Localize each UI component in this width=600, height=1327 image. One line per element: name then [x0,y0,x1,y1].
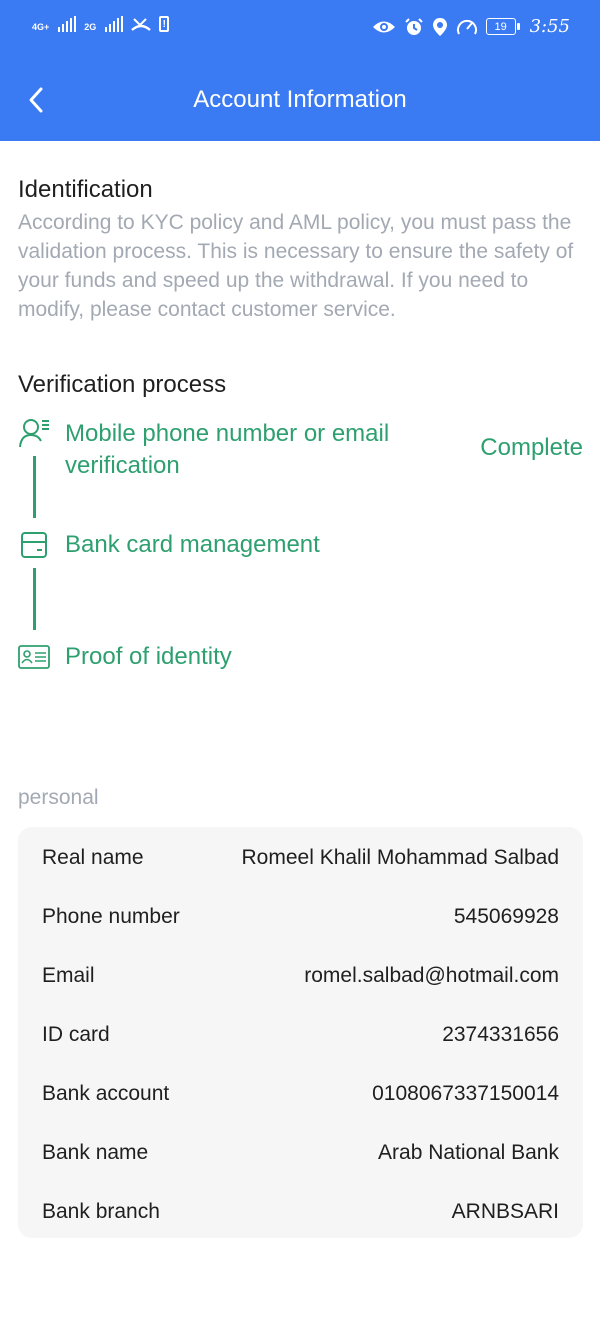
step-connector [33,456,36,518]
status-badge-complete: Complete [480,434,583,461]
location-icon [432,17,448,37]
step-connector [33,568,36,630]
step-phone-email[interactable] [18,417,390,479]
signal-icon [105,16,123,32]
info-value: Arab National Bank [378,1141,559,1164]
identification-description: According to KYC policy and AML policy, you must pass the validation process. This is necessary to ensure the safety of your funds and speed up the withdrawal. If you need to modify, please contact customer service. [18,211,574,321]
info-row-real-name [42,843,559,873]
personal-info-card [18,827,583,1238]
info-key: ID card [42,1023,110,1046]
missed-call-icon [131,16,151,32]
info-key: Phone number [42,905,180,928]
status-left [32,16,169,32]
data-saver-icon [456,17,478,37]
info-value: ARNBSARI [451,1200,559,1223]
alarm-icon [404,17,424,37]
info-value: 2374331656 [442,1023,559,1046]
page-title: Account Information [193,86,407,113]
verification-title: Verification process [18,371,227,398]
signal-icon [58,16,76,32]
card-icon [18,529,50,561]
info-row-email [42,961,559,991]
app-header [0,0,600,141]
step-bank-card[interactable] [18,529,320,561]
info-row-bank-name [42,1138,559,1168]
info-value: 0108067337150014 [372,1082,559,1105]
step-label-bank-card: Bank card management [65,531,320,558]
info-row-bank-branch [42,1197,559,1227]
battery-alert-icon: ! [159,16,169,32]
status-time: 3:55 [529,16,570,37]
step-label-proof-identity: Proof of identity [65,643,232,670]
info-row-bank-account [42,1079,559,1109]
info-key: Bank account [42,1082,170,1105]
step-proof-identity[interactable] [18,641,232,673]
info-key: Email [42,964,95,987]
user-list-icon [18,417,50,449]
identification-title: Identification [18,176,153,203]
info-row-phone [42,902,559,932]
personal-section-label: personal [18,786,99,809]
info-value: Romeel Khalil Mohammad Salbad [241,846,559,869]
status-bar [0,0,600,60]
eye-icon [372,19,396,35]
battery-icon: 19 [486,18,516,35]
id-card-icon [18,641,50,673]
step-label-phone-email: Mobile phone number or email verification [65,420,390,479]
info-value: 545069928 [453,905,559,928]
network-type-2: 2G [84,22,97,32]
info-key: Real name [42,846,144,869]
info-row-id-card [42,1020,559,1050]
info-value: romel.salbad@hotmail.com [304,964,559,987]
info-key: Bank branch [42,1200,160,1223]
status-right [372,16,570,37]
info-key: Bank name [42,1141,149,1164]
network-type-1: 4G+ [32,22,50,32]
